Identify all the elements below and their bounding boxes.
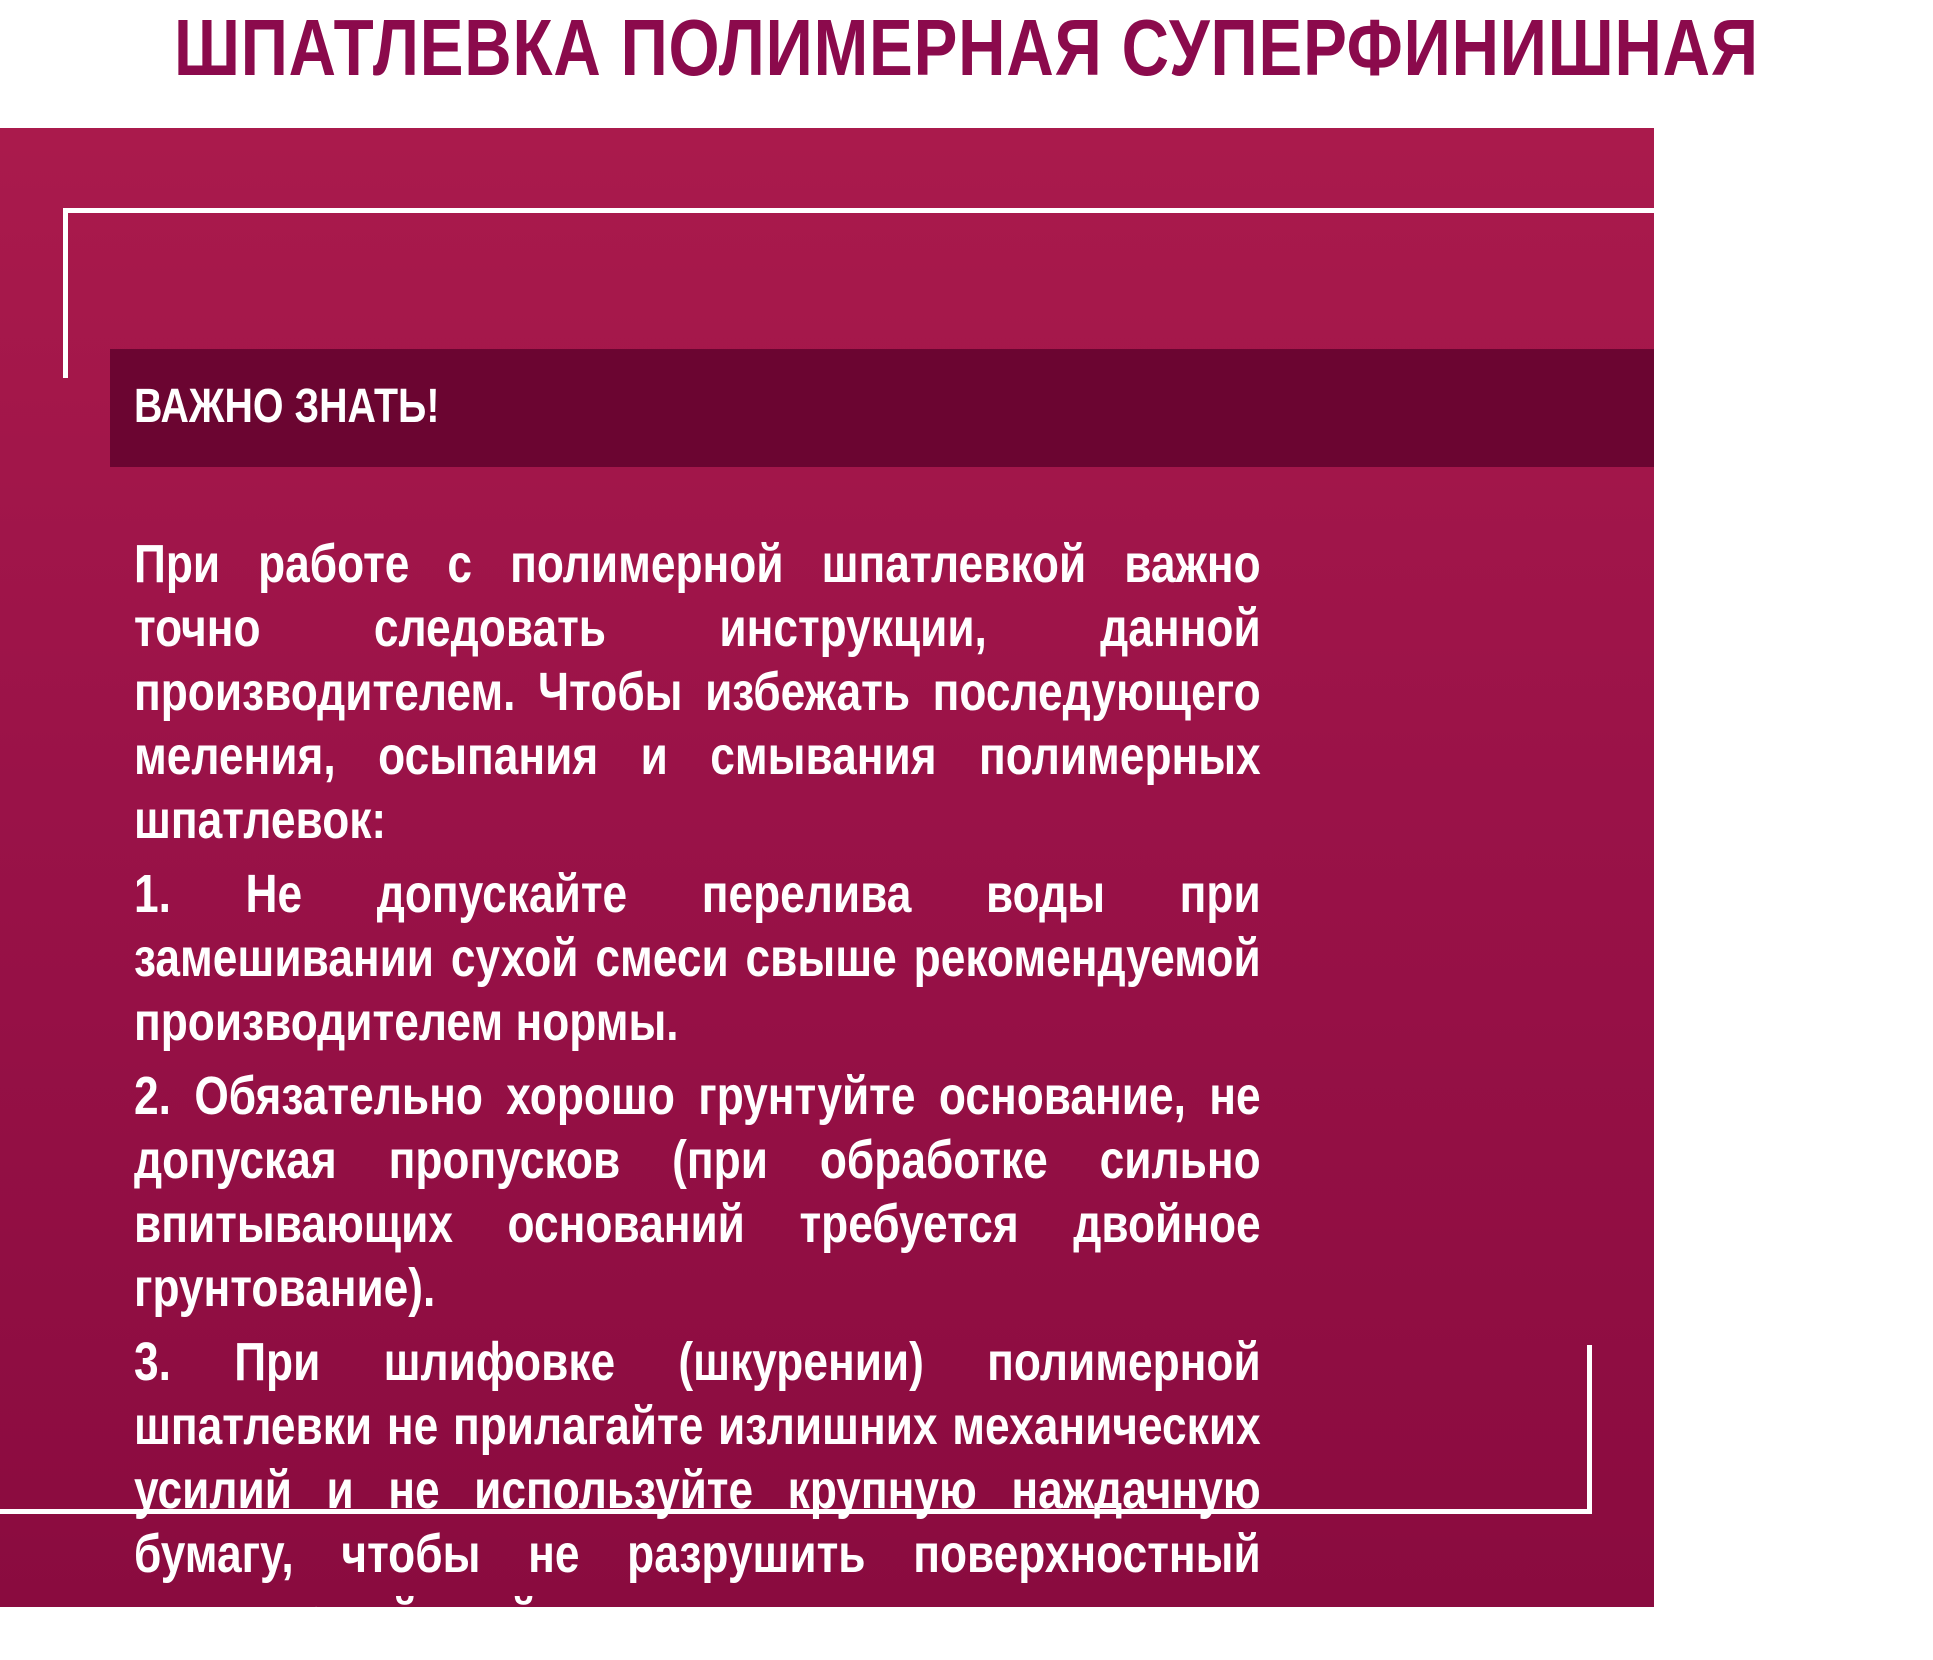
title-bar xyxy=(0,0,1759,128)
frame-right-line xyxy=(1587,1345,1592,1514)
section-heading: ВАЖНО ЗНАТЬ! xyxy=(134,380,440,433)
intro-paragraph: При работе с полимерной шпатлевкой важно точно следовать инструкции, данной производителем. Чтобы избежать последующего меления, осыпания и смывания полимерных шпатлевок: xyxy=(134,534,1261,850)
page-title: ШПАТЛЕВКА ПОЛИМЕРНАЯ СУПЕРФИНИШНАЯ xyxy=(173,3,1759,92)
instructions-text xyxy=(134,532,1261,1660)
section-heading-band xyxy=(110,349,1654,467)
instruction-item-2: 2. Обязательно хорошо грунтуйте основание, не допуская пропусков (при обработке сильно впитывающих оснований требуется двойное грунтование). xyxy=(134,1066,1261,1318)
instruction-item-1: 1. Не допускайте перелива воды при замешивании сухой смеси свыше рекомендуемой производителем нормы. xyxy=(134,864,1261,1052)
frame-top-line xyxy=(63,208,1654,213)
instruction-item-3: 3. При шлифовке (шкурении) полимерной шпатлевки не прилагайте излишних механических усилий и не используйте крупную наждачную бумагу, чтобы не разрушить поверхностный полимерный слой. xyxy=(134,1332,1261,1648)
frame-left-line xyxy=(63,208,68,378)
